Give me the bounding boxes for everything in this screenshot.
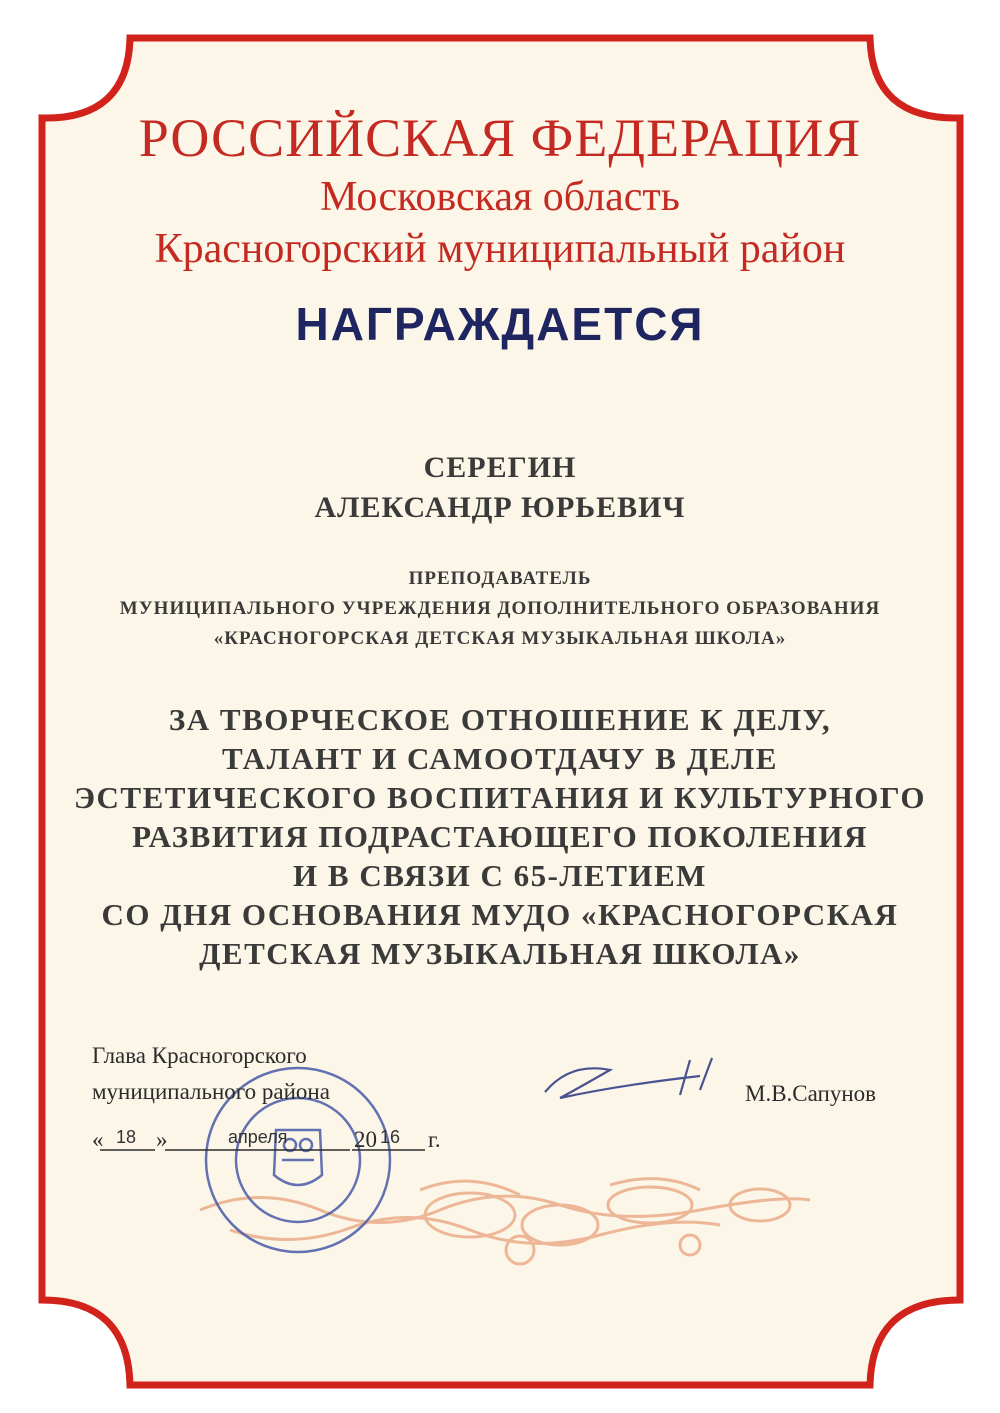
date-quote-open: « — [92, 1127, 104, 1152]
reason-line: И В СВЯЗИ С 65-ЛЕТИЕМ — [293, 858, 707, 893]
reason-line: ЭСТЕТИЧЕСКОГО ВОСПИТАНИЯ И КУЛЬТУРНОГО — [74, 780, 926, 815]
date-quote-close: » — [156, 1127, 168, 1152]
recipient-surname: СЕРЕГИН — [423, 451, 577, 484]
date-year-suffix: 16 — [380, 1127, 401, 1147]
district-heading: Красногорский муниципальный район — [154, 226, 846, 272]
signatory-title-line1: Глава Красногорского — [92, 1043, 307, 1068]
date-year-prefix: 20 — [354, 1127, 377, 1152]
date-month: апреля — [228, 1127, 288, 1147]
reason-line: ТАЛАНТ И САМООТДАЧУ В ДЕЛЕ — [222, 741, 778, 776]
position-line: «КРАСНОГОРСКАЯ ДЕТСКАЯ МУЗЫКАЛЬНАЯ ШКОЛА» — [213, 628, 787, 649]
award-heading: НАГРАЖДАЕТСЯ — [295, 298, 705, 350]
recipient-given-names: АЛЕКСАНДР ЮРЬЕВИЧ — [314, 491, 686, 524]
reason-line: РАЗВИТИЯ ПОДРАСТАЮЩЕГО ПОКОЛЕНИЯ — [132, 819, 868, 854]
reason-line: ДЕТСКАЯ МУЗЫКАЛЬНАЯ ШКОЛА» — [199, 936, 801, 971]
date-year-mark: г. — [428, 1127, 441, 1152]
country-heading: РОССИЙСКАЯ ФЕДЕРАЦИЯ — [138, 108, 862, 168]
signatory-title-line2: муниципального района — [92, 1079, 330, 1104]
date-day: 18 — [116, 1127, 137, 1147]
reason-line: СО ДНЯ ОСНОВАНИЯ МУДО «КРАСНОГОРСКАЯ — [101, 897, 899, 932]
reason-line: ЗА ТВОРЧЕСКОЕ ОТНОШЕНИЕ К ДЕЛУ, — [168, 702, 832, 737]
position-line: ПРЕПОДАВАТЕЛЬ — [408, 568, 592, 589]
region-heading: Московская область — [320, 174, 680, 220]
position-line: МУНИЦИПАЛЬНОГО УЧРЕЖДЕНИЯ ДОПОЛНИТЕЛЬНОГО ОБРАЗОВАНИЯ — [119, 598, 881, 619]
signatory-name: М.В.Сапунов — [745, 1081, 877, 1106]
